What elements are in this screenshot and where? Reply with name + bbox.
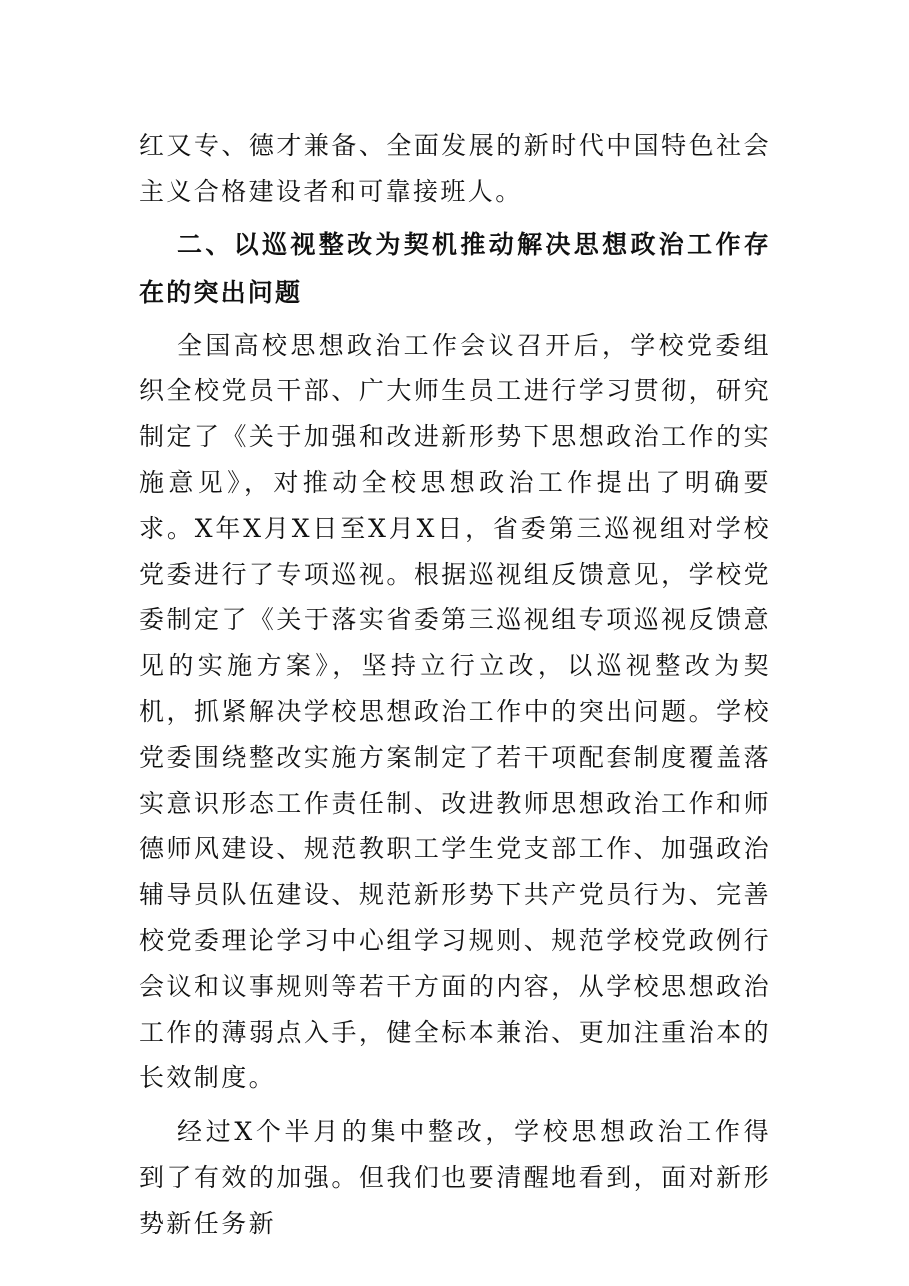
- document-page: [139, 123, 771, 1247]
- paragraph-continued: 红又专、德才兼备、全面发展的新时代中国特色社会主义合格建设者和可靠接班人。: [139, 131, 771, 206]
- paragraph-2: 经过X个半月的集中整改，学校思想政治工作得到了有效的加强。但我们也要清醒地看到，面对新形势新任务新: [139, 1117, 771, 1238]
- section-heading: 二、以巡视整改为契机推动解决思想政治工作存在的突出问题: [139, 229, 771, 307]
- paragraph-1: 全国高校思想政治工作会议召开后，学校党委组织全校党员干部、广大师生员工进行学习贯彻，研究制定了《关于加强和改进新形势下思想政治工作的实施意见》，对推动全校思想政治工作提出了明确要求。X年X月X日至X月X日，省委第三巡视组对学校党委进行了专项巡视。根据巡视组反馈意见，学校党委制定了《关于落实省委第三巡视组专项巡视反馈意见的实施方案》，坚持立行立改，以巡视整改为契机，抓紧解决学校思想政治工作中的突出问题。学校党委围绕整改实施方案制定了若干项配套制度覆盖落实意识形态工作责任制、改进教师思想政治工作和师德师风建设、规范教职工学生党支部工作、加强政治辅导员队伍建设、规范新形势下共产党员行为、完善校党委理论学习中心组学习规则、规范学校党政例行会议和议事规则等若干方面的内容，从学校思想政治工作的薄弱点入手，健全标本兼治、更加注重治本的长效制度。: [139, 330, 771, 1093]
